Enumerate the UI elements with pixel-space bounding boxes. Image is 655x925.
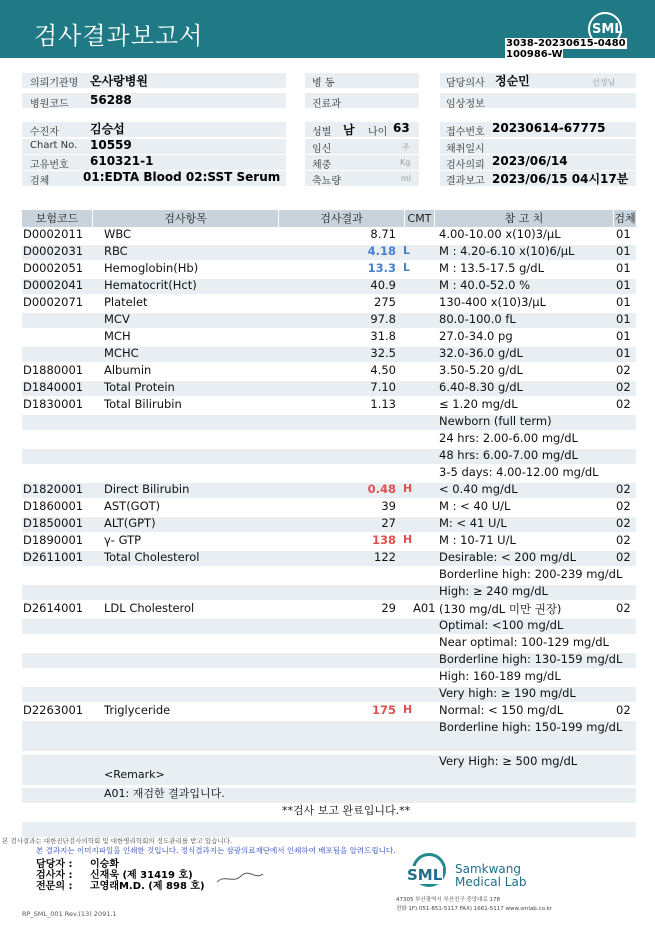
specimen-code: 02 [616,703,631,717]
insurance-code: D2263001 [23,703,84,717]
doctor-suffix: 선생님 [592,78,616,87]
reference-range: Borderline high: 130-159 mg/dL [439,652,623,666]
weight-unit: Kg [400,158,411,167]
test-result: 27 [381,516,396,530]
specialist-label: 전문의 : [36,881,73,892]
insurance-code: D1830001 [23,397,84,411]
reference-range: M : 10-71 U/L [439,533,516,547]
test-item: γ- GTP [104,533,142,547]
company-name-line1: Samkwang [455,862,521,876]
insurance-code: D1860001 [23,499,84,513]
specimen-code: 02 [616,533,631,547]
chart-value: 10559 [90,138,132,152]
specimen-code: 01 [616,261,631,275]
result-flag: H [403,703,413,716]
reference-range: Borderline high: 200-239 mg/dL [439,567,623,581]
test-item: Hematocrit(Hct) [104,278,197,292]
reference-range: ≤ 1.20 mg/dL [439,397,518,411]
reference-range: M : 40.0-52.0 % [439,278,531,292]
urine-label: 축뇨량 [312,176,341,187]
insurance-code: D2614001 [23,601,84,615]
remark-text: A01: 재검한 결과입니다. [104,787,225,800]
doc-number: 3038-20230615-0480 [506,38,626,49]
specimen-code: 01 [616,244,631,258]
form-code: RP_SML_001 Rev.(13) 2091.1 [22,910,117,918]
reference-range: 48 hrs: 6.00-7.00 mg/dL [439,448,578,462]
test-result: 138 [371,533,396,547]
specimen-code: 02 [616,397,631,411]
specimen-code: 01 [616,312,631,326]
test-result: 122 [374,550,396,564]
insurance-code: D0002051 [23,261,84,275]
result-flag: L [403,261,411,274]
test-result: 31.8 [370,329,396,343]
test-item: Hemoglobin(Hb) [104,261,199,275]
receipt-value: 20230614-67775 [492,121,606,135]
test-item: RBC [104,244,128,258]
test-result: 275 [374,295,396,309]
insurance-code: D1840001 [23,380,84,394]
company-name [455,863,526,889]
test-item: Platelet [104,295,148,309]
result-flag: L [403,244,411,257]
test-item: LDL Cholesterol [104,601,195,615]
reference-range: 27.0-34.0 pg [439,329,513,343]
row-band [22,736,636,751]
reference-range: Optimal: <100 mg/dL [439,618,564,632]
specimen-code: 01 [616,295,631,309]
request-label: 검사의뢰 [446,160,485,171]
specimen-code: 02 [616,380,631,394]
row-band [22,822,636,837]
reference-range: M : 4.20-6.10 x(10)6/μL [439,244,575,258]
reference-range: < 0.40 mg/dL [439,482,518,496]
reference-range: M : 13.5-17.5 g/dL [439,261,545,275]
reference-range: Newborn (full term) [439,414,552,428]
insurance-code: D1820001 [23,482,84,496]
specimen-value: 01:EDTA Blood 02:SST Serum [83,170,281,184]
id-value: 610321-1 [90,154,154,168]
report-complete-text: **검사 보고 완료입니다.** [282,804,411,817]
reference-range: Desirable: < 200 mg/dL [439,550,576,564]
hospital-code-label: 병원코드 [30,99,69,110]
reference-range: 3-5 days: 4.00-12.00 mg/dL [439,465,599,479]
reference-range: 32.0-36.0 g/dL [439,346,523,360]
age-value: 63 [393,121,410,135]
id-label: 고유번호 [30,160,69,171]
insurance-code: D1890001 [23,533,84,547]
reference-range: 130-400 x(10)3/μL [439,295,547,309]
reference-range: Borderline high: 150-199 mg/dL [439,720,623,734]
collect-label: 채취일시 [446,144,485,155]
pregnancy-unit: 주 [402,143,410,152]
sex-label: 성별 [312,127,332,138]
staff-label: 담당자 : [36,859,73,870]
test-result: 4.50 [370,363,396,377]
company-contact: 전화 1F) 051-851-5117 FAX) 1661-5117 www.smlab.co.kr [396,906,553,912]
accreditation-notice: 본 검사결과는 대한진단검사의학회 및 대한병리학회의 정도관리를 받고 있습니다. [2,837,233,845]
sml-footer-logo-text: SML [407,866,443,884]
age-label: 나이 [368,127,388,138]
insurance-code: D0002041 [23,278,84,292]
request-value: 2023/06/14 [492,154,568,168]
receipt-label: 접수번호 [446,127,485,138]
test-item: Total Protein [104,380,175,394]
specimen-code: 01 [616,346,631,360]
col-header-cmt: CMT [405,210,434,227]
specimen-code: 02 [616,363,631,377]
patient-label: 수진자 [30,127,59,138]
insurance-code: D0002031 [23,244,84,258]
test-item: MCHC [104,346,139,360]
test-item: Direct Bilirubin [104,482,190,496]
staff-name: 이승화 [90,859,119,870]
col-header-item: 검사항목 [93,210,278,227]
reference-range: Near optimal: 100-129 mg/dL [439,635,609,649]
test-item: Triglyceride [104,703,171,717]
insurance-code: D0002011 [23,227,84,241]
specimen-code: 02 [616,482,631,496]
test-result: 13.3 [367,261,396,275]
specimen-code: 02 [616,601,631,615]
reference-range: High: 160-189 mg/dL [439,669,561,683]
company-address: 47305 부산광역시 부산진구 중앙대로 178 [396,897,501,903]
col-header-result: 검사결과 [279,210,404,227]
col-header-code: 보험코드 [22,210,92,227]
specimen-code: 02 [616,499,631,513]
reference-range: 4.00-10.00 x(10)3/μL [439,227,561,241]
specimen-code: 02 [616,516,631,530]
reference-range: Very high: ≥ 190 mg/dL [439,686,576,700]
specimen-label: 검체 [30,176,50,187]
test-result: 7.10 [370,380,396,394]
specimen-code: 01 [616,227,631,241]
reference-range: Very High: ≥ 500 mg/dL [439,754,578,768]
test-result: 8.71 [370,227,396,241]
doctor-label: 담당의사 [446,78,485,89]
insurance-code: D1850001 [23,516,84,530]
test-result: 97.8 [370,312,396,326]
sml-footer-logo [406,853,452,893]
test-item: WBC [104,227,132,241]
reference-range: (130 mg/dL 미만 권장) [439,602,562,616]
remark-title: <Remark> [104,768,165,781]
info-row-bg [22,122,286,137]
clinical-label: 임상정보 [446,99,485,110]
col-header-ref: 참 고 치 [435,210,613,227]
test-item: MCH [104,329,131,343]
institution-label: 의뢰기관명 [30,78,79,89]
result-flag: H [403,482,413,495]
institution-value: 온사랑병원 [90,74,148,88]
test-result: 0.48 [367,482,396,496]
reference-range: 80.0-100.0 fL [439,312,516,326]
test-result: 32.5 [370,346,396,360]
insurance-code: D1880001 [23,363,84,377]
test-result: 1.13 [370,397,396,411]
test-result: 175 [371,703,396,717]
test-item: MCV [104,312,130,326]
col-header-specimen: 검체 [614,212,636,225]
print-notice: 본 결과지는 이미지파일을 인쇄한 것입니다. 정식결과지는 삼광의료재단에서 인쇄하여 배포됨을 알려드립니다. [36,846,396,855]
test-item: Total Cholesterol [104,550,200,564]
patient-value: 김승섭 [90,122,125,136]
test-item: Albumin [104,363,152,377]
signature-mark [215,868,265,888]
reference-range: High: ≥ 240 mg/dL [439,584,548,598]
urine-unit: ml [401,174,412,183]
report-value: 2023/06/15 04시17분 [492,172,629,186]
test-item: ALT(GPT) [104,516,156,530]
reference-range: 24 hrs: 2.00-6.00 mg/dL [439,431,578,445]
reference-range: M: < 41 U/L [439,516,507,530]
chart-label: Chart No. [30,140,78,151]
insurance-code: D0002071 [23,295,84,309]
reference-range: Normal: < 150 mg/dL [439,703,564,717]
weight-label: 체중 [312,160,332,171]
insurance-code: D2611001 [23,550,84,564]
examiner-name: 신재욱 (제 31419 호) [90,870,193,881]
reference-range: M : < 40 U/L [439,499,511,513]
specimen-code: 01 [616,329,631,343]
sex-value: 남 [343,123,355,137]
reference-range: 6.40-8.30 g/dL [439,380,523,394]
report-title: 검사결과보고서 [34,22,204,50]
specimen-code: 02 [616,550,631,564]
doc-number-sub: 100986-W [506,49,563,60]
pregnancy-label: 임신 [312,144,332,155]
doctor-value: 정순민 [495,74,530,88]
cmt-code: A01 [413,601,436,615]
test-item: Total Bilirubin [104,397,182,411]
reference-range: 3.50-5.20 g/dL [439,363,523,377]
report-label: 결과보고 [446,176,485,187]
ward-label: 병 동 [312,78,335,89]
sml-logo-text: SML [592,22,623,37]
dept-label: 진료과 [312,99,341,110]
result-flag: H [403,533,413,546]
hospital-code-value: 56288 [90,93,132,107]
test-item: AST(GOT) [104,499,161,513]
company-name-line2: Medical Lab [455,875,527,889]
test-result: 29 [381,601,396,615]
test-result: 4.18 [367,244,396,258]
specimen-code: 01 [616,278,631,292]
specialist-name: 고영래M.D. (제 898 호) [90,881,205,892]
test-result: 40.9 [370,278,396,292]
examiner-label: 검사자 : [36,870,73,881]
test-result: 39 [381,499,396,513]
